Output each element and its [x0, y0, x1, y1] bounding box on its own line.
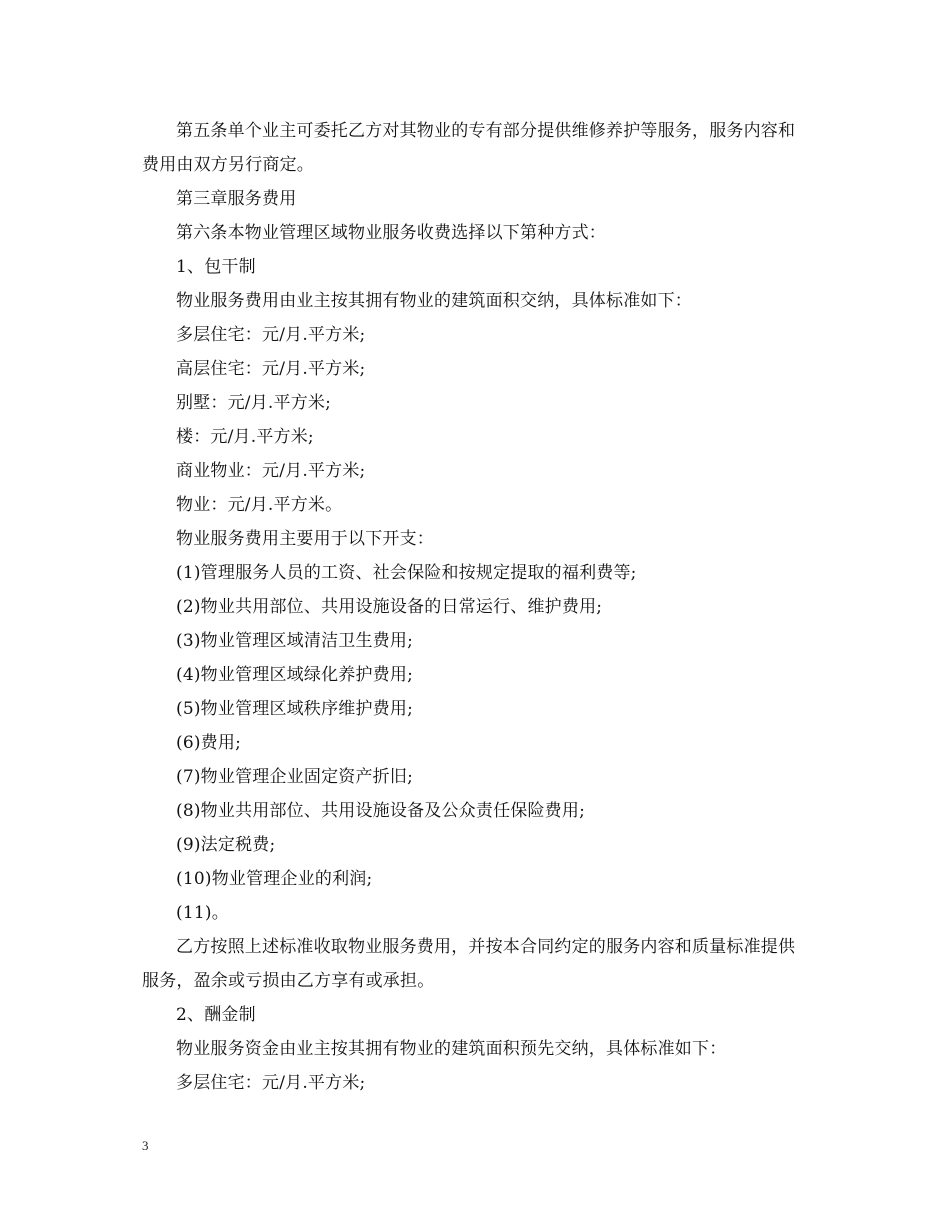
paragraph-lump-sum-terms: 乙方按照上述标准收取物业服务费用，并按本合同约定的服务内容和质量标准提供服务，盈余或亏损由乙方享有或承担。 — [142, 937, 796, 991]
paragraph-article-6: 第六条本物业管理区域物业服务收费选择以下第种方式： — [176, 223, 606, 243]
fund-item-multistory: 多层住宅：元/月.平方米; — [176, 1073, 366, 1093]
paragraph-fee-basis: 物业服务费用由业主按其拥有物业的建筑面积交纳，具体标准如下： — [176, 291, 692, 311]
expense-item-11: (11)。 — [176, 903, 229, 923]
expense-item-6: (6)费用; — [176, 733, 242, 753]
fee-item-villa: 别墅：元/月.平方米; — [176, 393, 332, 413]
expense-item-3: (3)物业管理区域清洁卫生费用; — [176, 631, 414, 651]
fee-item-commercial: 商业物业：元/月.平方米; — [176, 461, 366, 481]
paragraph-article-5: 第五条单个业主可委托乙方对其物业的专有部分提供维修养护等服务，服务内容和费用由双方另行商定。 — [142, 121, 796, 175]
expense-item-9: (9)法定税费; — [176, 835, 276, 855]
fee-item-building: 楼：元/月.平方米; — [176, 427, 314, 447]
document-body — [142, 114, 810, 1100]
expense-item-8: (8)物业共用部位、共用设施设备及公众责任保险费用; — [176, 801, 586, 821]
page-number: 3 — [142, 1138, 149, 1153]
expense-item-7: (7)物业管理企业固定资产折旧; — [176, 767, 414, 787]
chapter-3-heading: 第三章服务费用 — [176, 189, 297, 209]
expense-item-1: (1)管理服务人员的工资、社会保险和按规定提取的福利费等; — [176, 563, 637, 583]
fee-item-highrise: 高层住宅：元/月.平方米; — [176, 359, 366, 379]
section-lump-sum-heading: 1、包干制 — [176, 257, 256, 277]
expense-item-10: (10)物业管理企业的利润; — [176, 869, 373, 889]
fee-item-multistory: 多层住宅：元/月.平方米; — [176, 325, 366, 345]
expense-item-4: (4)物业管理区域绿化养护费用; — [176, 665, 414, 685]
expense-item-5: (5)物业管理区域秩序维护费用; — [176, 699, 414, 719]
paragraph-expense-intro: 物业服务费用主要用于以下开支： — [176, 529, 434, 549]
section-commission-heading: 2、酬金制 — [176, 1005, 256, 1025]
expense-item-2: (2)物业共用部位、共用设施设备的日常运行、维护费用; — [176, 597, 603, 617]
paragraph-fund-basis: 物业服务资金由业主按其拥有物业的建筑面积预先交纳，具体标准如下： — [176, 1039, 727, 1059]
fee-item-other: 物业：元/月.平方米。 — [176, 495, 343, 515]
